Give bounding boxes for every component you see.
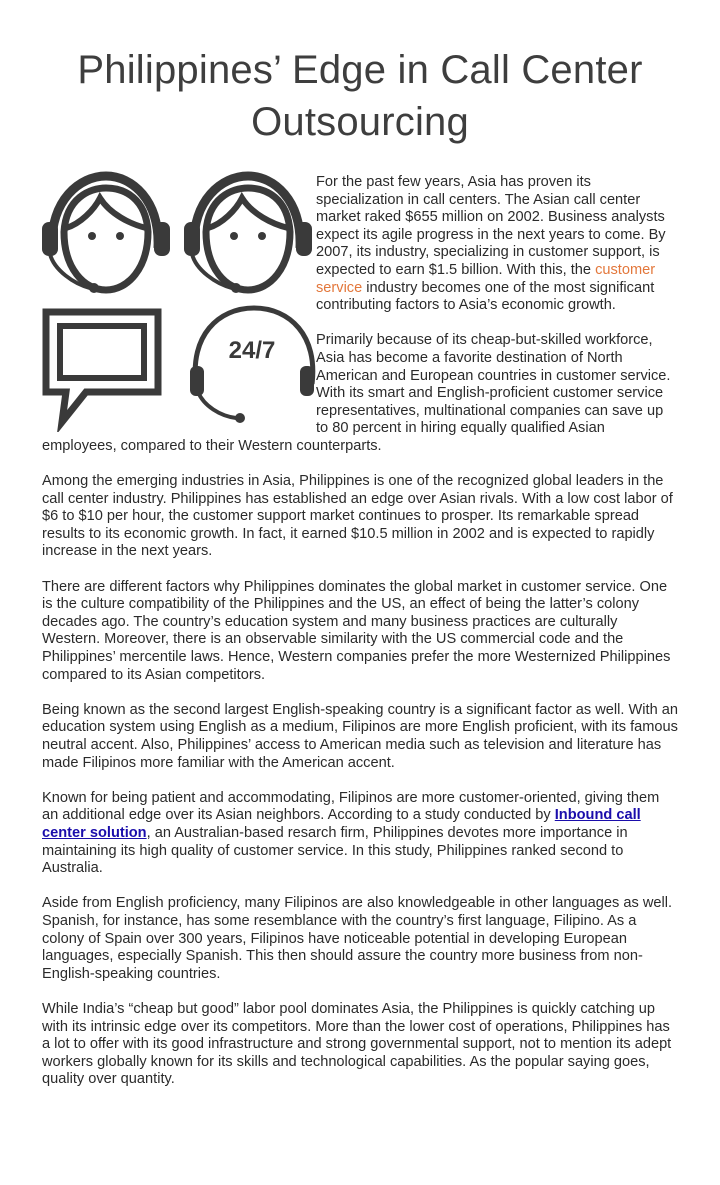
paragraph-6 (42, 790, 678, 878)
paragraph-6-text-after: , an Australian-based resarch firm, Philippines devotes more importance in maintaining its high quality of customer service. In this study, Philippines ranked second to Australia. (42, 824, 628, 877)
paragraph-1-text-before: For the past few years, Asia has proven its specialization in call centers. The Asian call center market raked $655 million on 2002. Business analysts expect its agile progress in the next years to come. By 2007, its industry, specializing in customer support, is expected to earn $1.5 billion. With this, the (316, 174, 666, 278)
paragraph-2: Primarily because of its cheap-but-skilled workforce, Asia has become a favorite destination of North American and European countries in customer service. With its smart and English-proficient customer service representatives, multinational companies can save up to 80 percent in hiring equally qualified Asian employees, compared to their Western counterparts. (42, 332, 671, 454)
paragraph-5: Being known as the second largest English-speaking country is a significant factor as well. With an education system using English as a medium, Filipinos are more English proficient, with its famous neutral accent. Also, Philippines’ access to American media such as television and literature has made Filipinos more familiar with the American accent. (42, 701, 678, 771)
customer-service-link[interactable]: customer service (316, 261, 656, 296)
badge-247-text: 24/7 (228, 337, 276, 364)
paragraph-4: There are different factors why Philippines dominates the global market in customer service. One is the culture compatibility of the Philippines and the US, an effect of being the latter’s colony decades ago. The country’s education system and many business practices are culturally Western. Moreover, there is an observable similarity with the US commercial code and the Philippines’ mercentile laws. Hence, Western companies prefer the more Westernized Philippines compared to its Asian competitors. (42, 578, 671, 683)
article-body (42, 174, 678, 1106)
speech-bubble-icon (46, 312, 158, 422)
title-line-2: Outsourcing (251, 100, 469, 144)
title-line-1: Philippines’ Edge in Call Center (77, 48, 643, 92)
paragraph-7: Aside from English proficiency, many Filipinos are also knowledgeable in other languages as well. Spanish, for instance, has some resemblance with the country’s first language, Filipino. As a colony of Spain over 300 years, Filipinos have noticeable potential in developing European languages, especially Spanish. This then should assure the country more business from non-English-speaking countries. (42, 895, 673, 982)
paragraph-6-text-before: Known for being patient and accommodating, Filipinos are more customer-oriented, giving them an additional edge over its Asian neighbors. According to a study conducted by (42, 789, 660, 824)
call-center-icons (40, 170, 316, 432)
headset-247-icon (190, 308, 314, 423)
headset-woman-icon (184, 176, 312, 293)
paragraph-3: Among the emerging industries in Asia, Philippines is one of the recognized global leaders in the call center industry. Philippines has established an edge over Asian rivals. With a low cost labor of $6 to $10 per hour, the customer support market continues to prosper. Its remarkable spread results to its economic growth. In fact, it earned $10.5 million in 2002 and is expected to rapidly increase in the next years. (42, 473, 673, 560)
paragraph-8: While India’s “cheap but good” labor pool dominates Asia, the Philippines is quickly catching up with its intrinsic edge over its competitors. More than the lower cost of operations, Philippines has a lot to offer with its good infrastructure and strong governmental support, not to mention its adept workers globally known for its skills and technological capabilities. As the popular saying goes, quality over quantity. (42, 1000, 672, 1088)
inbound-call-center-link[interactable]: Inbound call center solution (42, 807, 641, 841)
page-title (0, 44, 720, 148)
headset-woman-icon (42, 176, 170, 293)
paragraph-1-text-after: industry becomes one of the most significant contributing factors to Asia’s economic growth. (316, 279, 655, 314)
call-center-illustration (40, 170, 316, 432)
